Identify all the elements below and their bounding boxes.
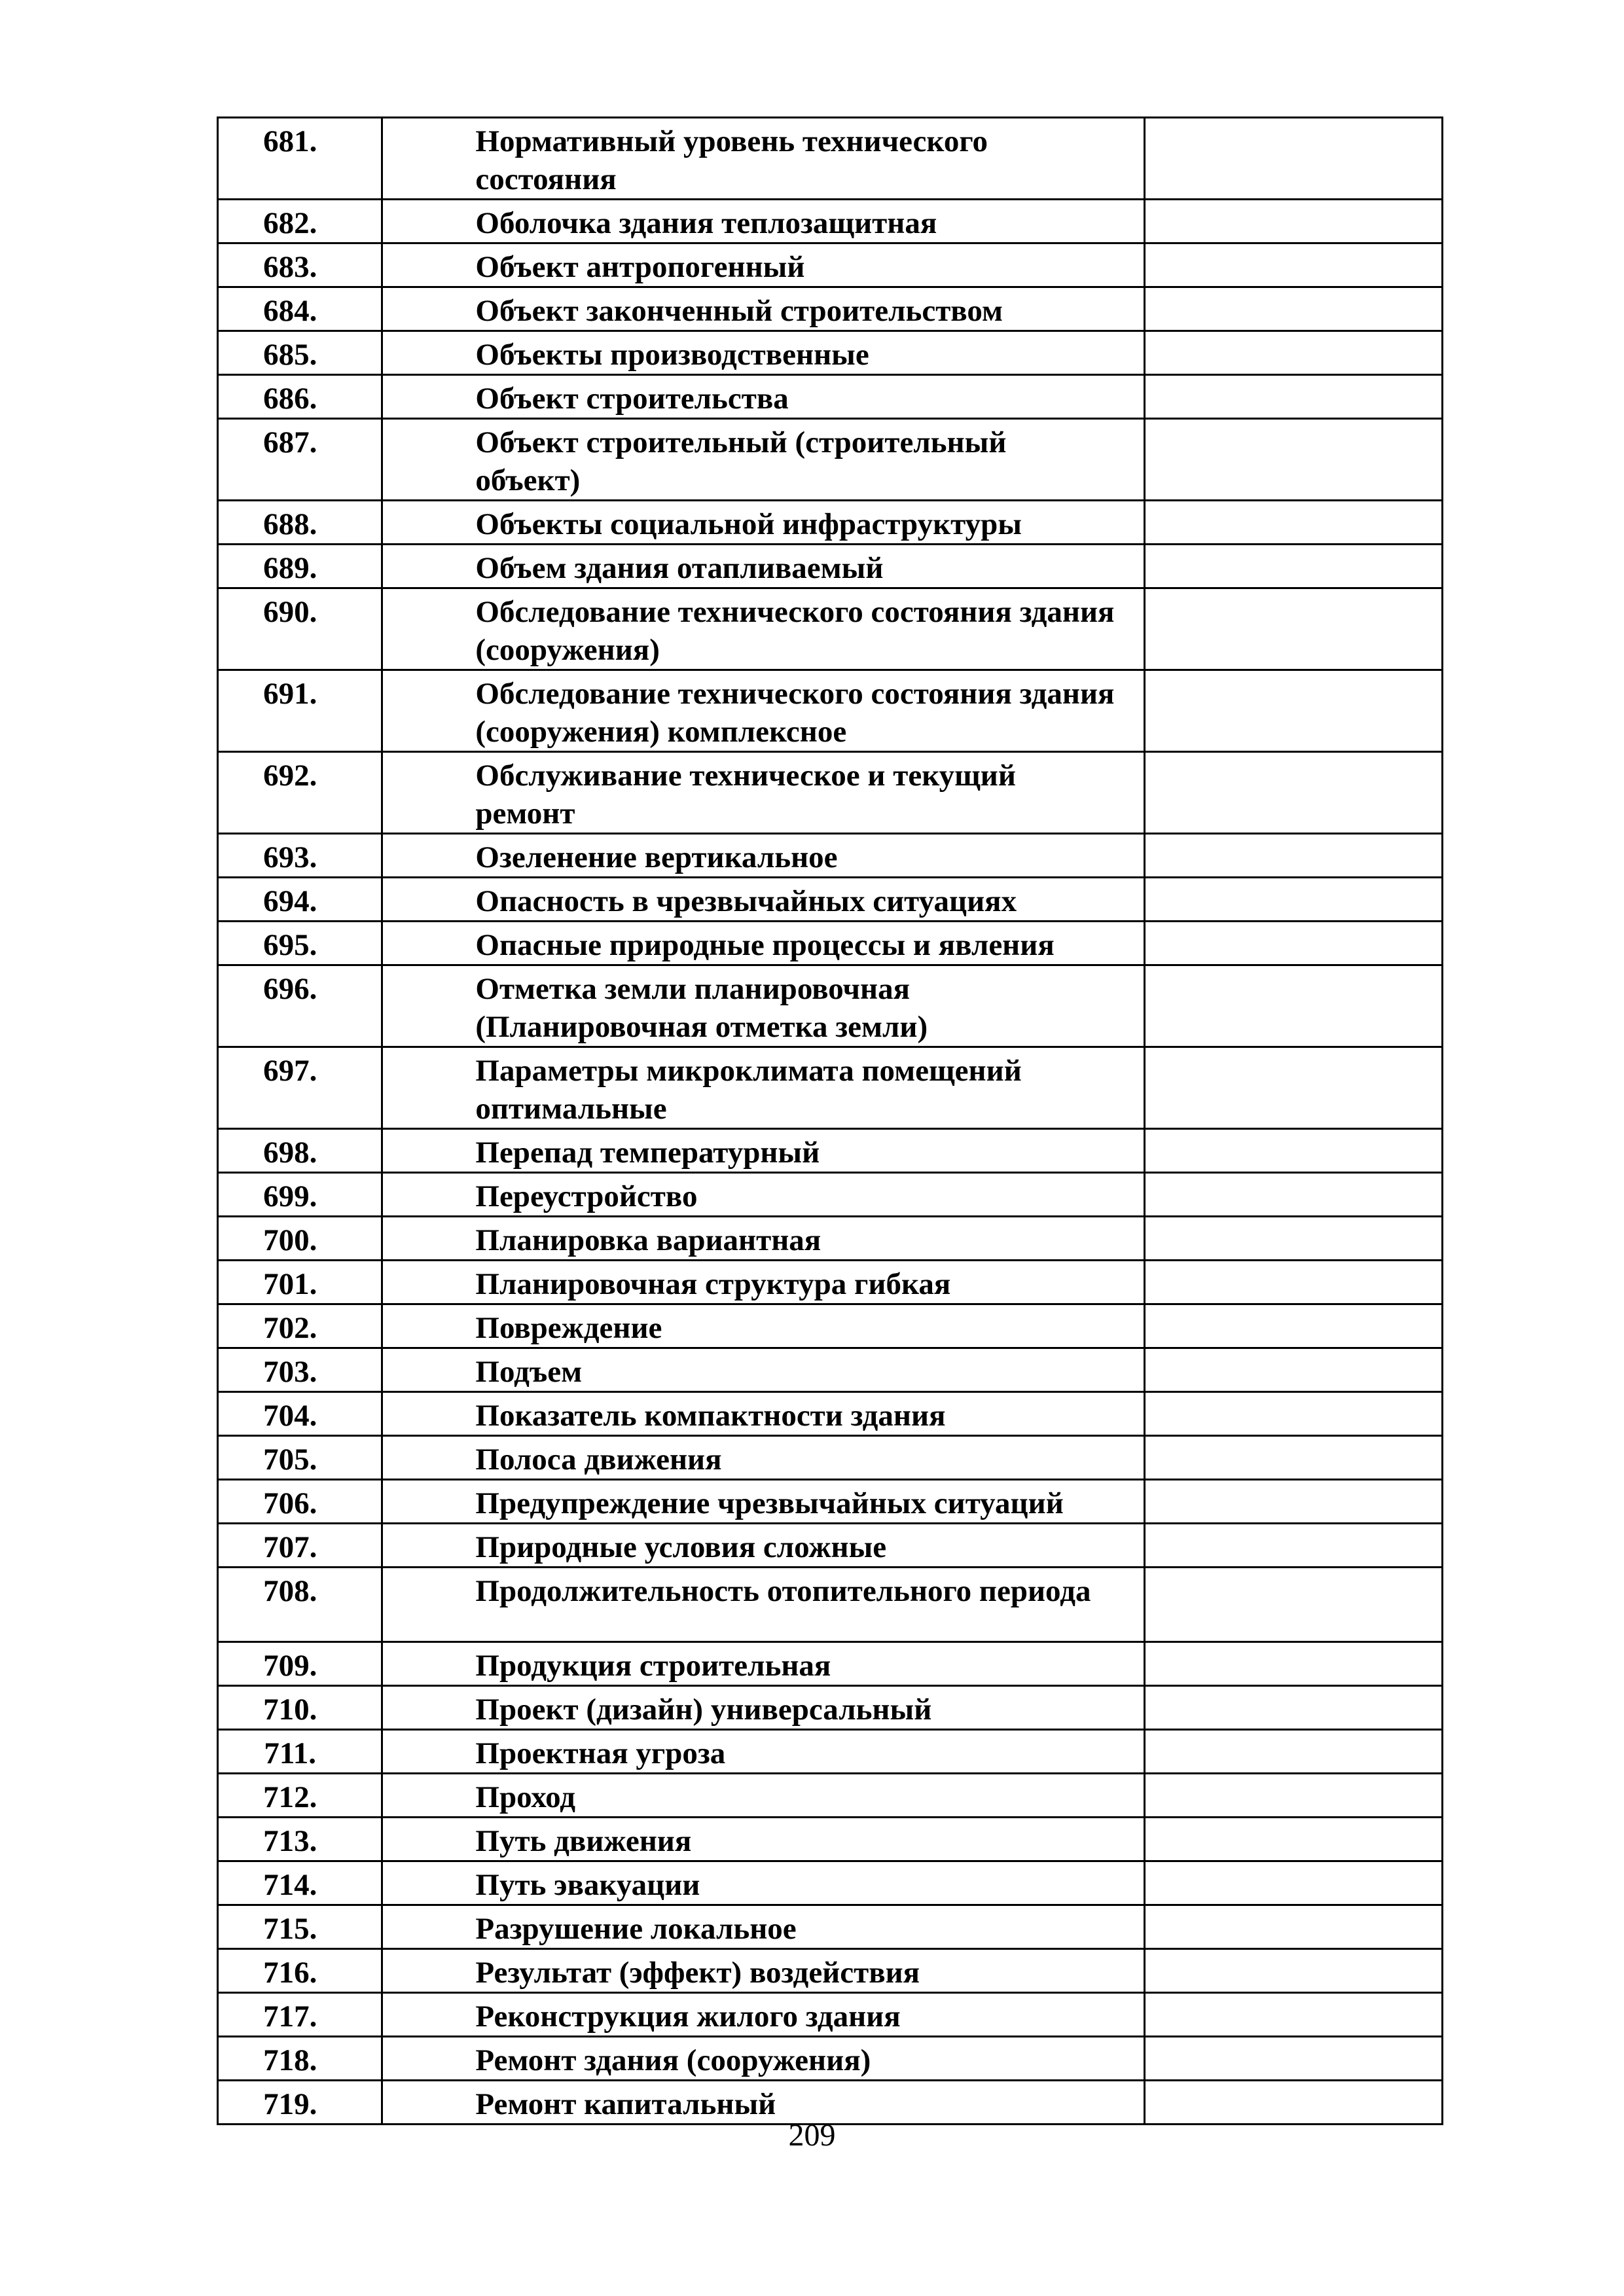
term-text: Нормативный уровень технического состояния — [382, 118, 1145, 200]
table-row — [218, 1304, 1443, 1348]
term-text: Ремонт капитальный — [382, 2081, 1145, 2125]
term-number: 718. — [218, 2037, 382, 2081]
table-row — [218, 1568, 1443, 1642]
table-row — [218, 1129, 1443, 1173]
term-text: Объект строительный (строительный объект) — [382, 419, 1145, 501]
term-number: 692. — [218, 752, 382, 834]
blank-cell — [1145, 1217, 1443, 1261]
blank-cell — [1145, 752, 1443, 834]
table-row — [218, 1436, 1443, 1480]
term-number: 717. — [218, 1993, 382, 2037]
blank-cell — [1145, 1861, 1443, 1905]
term-text: Обследование технического состояния здания (сооружения) комплексное — [382, 670, 1145, 752]
table-row — [218, 588, 1443, 670]
table-row — [218, 1047, 1443, 1129]
term-text: Путь движения — [382, 1818, 1145, 1861]
term-number: 690. — [218, 588, 382, 670]
blank-cell — [1145, 1905, 1443, 1949]
blank-cell — [1145, 1480, 1443, 1524]
term-text: Обслуживание техническое и текущий ремонт — [382, 752, 1145, 834]
blank-cell — [1145, 834, 1443, 878]
term-number: 691. — [218, 670, 382, 752]
term-text: Оболочка здания теплозащитная — [382, 200, 1145, 243]
blank-cell — [1145, 1436, 1443, 1480]
term-text: Планировочная структура гибкая — [382, 1261, 1145, 1304]
table-row — [218, 545, 1443, 588]
blank-cell — [1145, 1686, 1443, 1730]
term-number: 683. — [218, 243, 382, 287]
table-row — [218, 1392, 1443, 1436]
blank-cell — [1145, 375, 1443, 419]
term-number: 704. — [218, 1392, 382, 1436]
table-row — [218, 1217, 1443, 1261]
blank-cell — [1145, 118, 1443, 200]
table-row — [218, 1949, 1443, 1993]
term-text: Путь эвакуации — [382, 1861, 1145, 1905]
term-number: 694. — [218, 878, 382, 922]
term-text: Проект (дизайн) универсальный — [382, 1686, 1145, 1730]
term-number: 695. — [218, 922, 382, 965]
term-text: Объект антропогенный — [382, 243, 1145, 287]
term-text: Озеленение вертикальное — [382, 834, 1145, 878]
table-row — [218, 331, 1443, 375]
term-number: 702. — [218, 1304, 382, 1348]
term-text: Объект строительства — [382, 375, 1145, 419]
term-text: Полоса движения — [382, 1436, 1145, 1480]
term-text: Переустройство — [382, 1173, 1145, 1217]
term-text: Результат (эффект) воздействия — [382, 1949, 1145, 1993]
table-row — [218, 670, 1443, 752]
term-number: 713. — [218, 1818, 382, 1861]
table-row — [218, 1480, 1443, 1524]
term-text: Обследование технического состояния здания (сооружения) — [382, 588, 1145, 670]
blank-cell — [1145, 1261, 1443, 1304]
term-number: 705. — [218, 1436, 382, 1480]
term-number: 686. — [218, 375, 382, 419]
term-text: Продолжительность отопительного периода — [382, 1568, 1145, 1642]
blank-cell — [1145, 545, 1443, 588]
blank-cell — [1145, 878, 1443, 922]
term-number: 697. — [218, 1047, 382, 1129]
table-row — [218, 243, 1443, 287]
term-number: 684. — [218, 287, 382, 331]
term-number: 693. — [218, 834, 382, 878]
blank-cell — [1145, 1348, 1443, 1392]
table-row — [218, 1774, 1443, 1818]
term-text: Проход — [382, 1774, 1145, 1818]
term-text: Разрушение локальное — [382, 1905, 1145, 1949]
table-row — [218, 965, 1443, 1047]
term-number: 708. — [218, 1568, 382, 1642]
table-row — [218, 922, 1443, 965]
table-row — [218, 501, 1443, 545]
blank-cell — [1145, 1304, 1443, 1348]
blank-cell — [1145, 1173, 1443, 1217]
blank-cell — [1145, 670, 1443, 752]
page-number: 209 — [788, 2118, 836, 2153]
term-number: 719. — [218, 2081, 382, 2125]
blank-cell — [1145, 287, 1443, 331]
table-row — [218, 1905, 1443, 1949]
blank-cell — [1145, 1730, 1443, 1774]
term-text: Природные условия сложные — [382, 1524, 1145, 1568]
blank-cell — [1145, 1568, 1443, 1642]
term-text: Параметры микроклимата помещений оптимальные — [382, 1047, 1145, 1129]
table-row — [218, 1261, 1443, 1304]
blank-cell — [1145, 1774, 1443, 1818]
table-row — [218, 1173, 1443, 1217]
blank-cell — [1145, 501, 1443, 545]
blank-cell — [1145, 331, 1443, 375]
table-row — [218, 419, 1443, 501]
blank-cell — [1145, 922, 1443, 965]
table-row — [218, 1348, 1443, 1392]
blank-cell — [1145, 588, 1443, 670]
blank-cell — [1145, 243, 1443, 287]
term-number: 711. — [218, 1730, 382, 1774]
blank-cell — [1145, 419, 1443, 501]
term-number: 715. — [218, 1905, 382, 1949]
term-text: Реконструкция жилого здания — [382, 1993, 1145, 2037]
blank-cell — [1145, 1993, 1443, 2037]
term-number: 706. — [218, 1480, 382, 1524]
term-number: 681. — [218, 118, 382, 200]
blank-cell — [1145, 1818, 1443, 1861]
term-text: Планировка вариантная — [382, 1217, 1145, 1261]
blank-cell — [1145, 1524, 1443, 1568]
term-number: 710. — [218, 1686, 382, 1730]
term-text: Подъем — [382, 1348, 1145, 1392]
term-text: Опасность в чрезвычайных ситуациях — [382, 878, 1145, 922]
term-text: Перепад температурный — [382, 1129, 1145, 1173]
term-number: 714. — [218, 1861, 382, 1905]
term-number: 716. — [218, 1949, 382, 1993]
terms-table — [217, 117, 1443, 2125]
table-row — [218, 878, 1443, 922]
term-number: 701. — [218, 1261, 382, 1304]
term-number: 699. — [218, 1173, 382, 1217]
term-number: 700. — [218, 1217, 382, 1261]
term-number: 685. — [218, 331, 382, 375]
term-text: Объекты социальной инфраструктуры — [382, 501, 1145, 545]
term-text: Отметка земли планировочная (Планировочная отметка земли) — [382, 965, 1145, 1047]
term-text: Объекты производственные — [382, 331, 1145, 375]
term-text: Опасные природные процессы и явления — [382, 922, 1145, 965]
term-number: 698. — [218, 1129, 382, 1173]
table-row — [218, 287, 1443, 331]
blank-cell — [1145, 2037, 1443, 2081]
term-number: 703. — [218, 1348, 382, 1392]
term-number: 709. — [218, 1642, 382, 1686]
term-text: Ремонт здания (сооружения) — [382, 2037, 1145, 2081]
term-number: 688. — [218, 501, 382, 545]
terms-table-body — [218, 118, 1443, 2125]
term-number: 689. — [218, 545, 382, 588]
blank-cell — [1145, 1949, 1443, 1993]
table-row — [218, 375, 1443, 419]
table-row — [218, 1730, 1443, 1774]
table-row — [218, 118, 1443, 200]
blank-cell — [1145, 1642, 1443, 1686]
term-number: 682. — [218, 200, 382, 243]
blank-cell — [1145, 965, 1443, 1047]
term-number: 712. — [218, 1774, 382, 1818]
table-row — [218, 1524, 1443, 1568]
table-row — [218, 1642, 1443, 1686]
blank-cell — [1145, 1392, 1443, 1436]
term-number: 707. — [218, 1524, 382, 1568]
table-row — [218, 1686, 1443, 1730]
term-text: Продукция строительная — [382, 1642, 1145, 1686]
table-row — [218, 1993, 1443, 2037]
table-row — [218, 1818, 1443, 1861]
table-row — [218, 834, 1443, 878]
table-row — [218, 752, 1443, 834]
term-text: Объект законченный строительством — [382, 287, 1145, 331]
term-text: Предупреждение чрезвычайных ситуаций — [382, 1480, 1145, 1524]
table-row — [218, 1861, 1443, 1905]
term-text: Проектная угроза — [382, 1730, 1145, 1774]
table-row — [218, 200, 1443, 243]
blank-cell — [1145, 200, 1443, 243]
term-text: Объем здания отапливаемый — [382, 545, 1145, 588]
term-text: Повреждение — [382, 1304, 1145, 1348]
term-number: 687. — [218, 419, 382, 501]
term-number: 696. — [218, 965, 382, 1047]
table-row — [218, 2037, 1443, 2081]
term-text: Показатель компактности здания — [382, 1392, 1145, 1436]
blank-cell — [1145, 1047, 1443, 1129]
blank-cell — [1145, 1129, 1443, 1173]
